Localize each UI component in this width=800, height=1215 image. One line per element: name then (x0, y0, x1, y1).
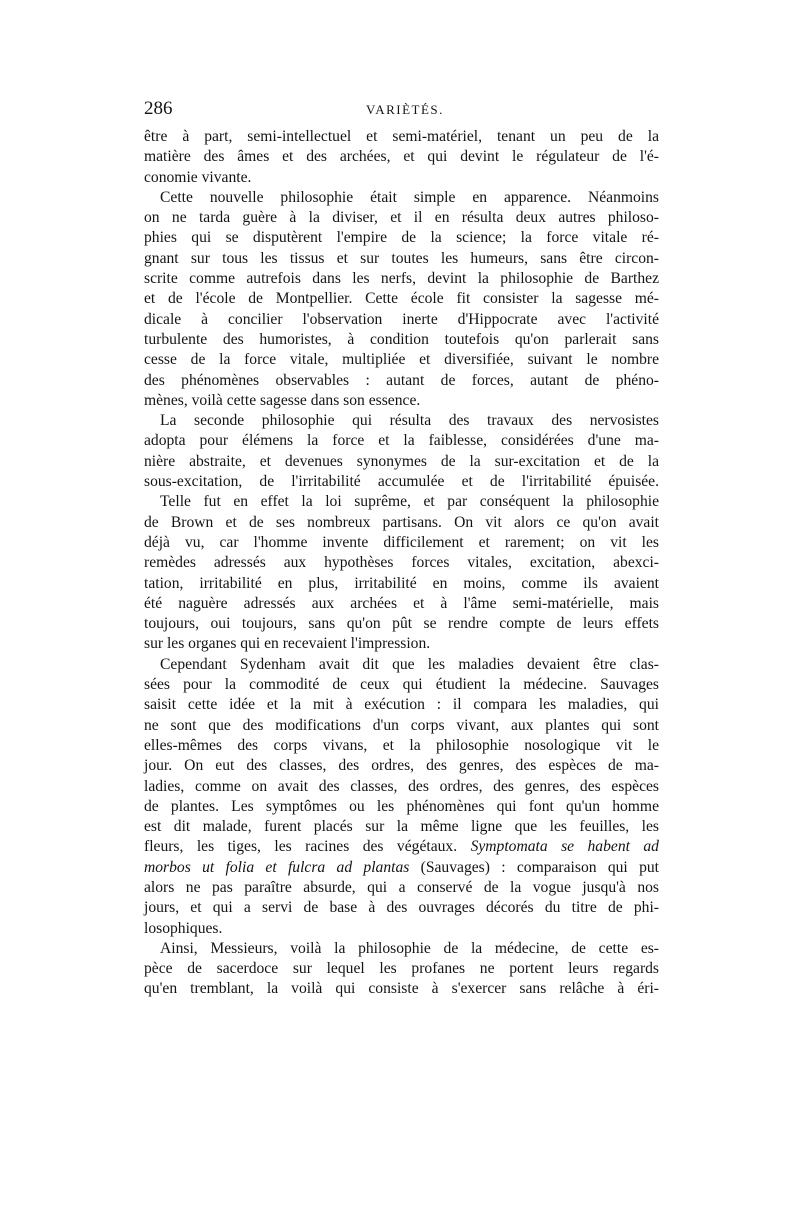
text-line: adopta pour élémens la force et la faiblesse, considérées d'une ma- (144, 432, 659, 450)
text-line-with-quote (144, 858, 659, 878)
text-line: ne sont que des modifications d'un corps vivant, aux plantes qui sont (144, 716, 659, 734)
text-line: jour. On eut des classes, des ordres, des genres, des espèces de ma- (144, 757, 659, 775)
text-line-start: fleurs, les tiges, les racines des végétaux. (144, 838, 458, 856)
text-line: être à part, semi-intellectuel et semi-matériel, tenant un peu de la (144, 128, 659, 145)
text-line: losophiques. (144, 919, 223, 937)
text-line: jours, et qui a servi de base à des ouvrages décorés du titre de phi- (144, 899, 659, 917)
text-line: qu'en tremblant, la voilà qui consiste à s'exercer sans relâche à éri- (144, 980, 659, 998)
text-line: Ainsi, Messieurs, voilà la philosophie de la médecine, de cette es- (160, 939, 659, 957)
text-line: saisit cette idée et la mit à exécution : il compara les maladies, qui (144, 696, 659, 714)
text-line-with-quote (144, 837, 659, 857)
text-line: conomie vivante. (144, 168, 252, 186)
text-line: pèce de sacerdoce sur lequel les profanes ne portent leurs regards (144, 960, 659, 978)
text-line: remèdes adressés aux hypothèses forces vitales, excitation, abexci- (144, 554, 659, 572)
text-line-end: (Sauvages) : comparaison qui put (409, 858, 659, 876)
text-line: alors ne pas paraître absurde, qui a conservé de la vogue jusqu'à nos (144, 878, 659, 896)
text-line: sur les organes qui en recevaient l'impression. (144, 635, 431, 653)
text-line: cesse de la force vitale, multipliée et diversifiée, suivant le nombre (144, 351, 659, 369)
text-line: on ne tarda guère à la diviser, et il en résulta deux autres philoso- (144, 209, 659, 227)
text-line: tation, irritabilité en plus, irritabilité en moins, comme ils avaient (144, 574, 659, 592)
text-line: Cette nouvelle philosophie était simple en apparence. Néanmoins (160, 188, 659, 206)
text-line: été naguère adressés aux archées et à l'âme semi-matérielle, mais (144, 594, 659, 612)
text-line: sous-excitation, de l'irritabilité accumulée et de l'irritabilité épuisée. (144, 473, 659, 491)
text-line: dicale à concilier l'observation inerte d'Hippocrate avec l'activité (144, 310, 659, 328)
text-line: mènes, voilà cette sagesse dans son essence. (144, 391, 421, 409)
text-line: de plantes. Les symptômes ou les phénomènes qui font qu'un homme (144, 797, 659, 815)
text-line: Cependant Sydenham avait dit que les maladies devaient être clas- (160, 655, 659, 673)
text-line: phies qui se disputèrent l'empire de la science; la force vitale ré- (144, 229, 659, 247)
text-line: déjà vu, car l'homme invente difficilement et rarement; on vit les (144, 533, 659, 551)
text-line: ladies, comme on avait des classes, des ordres, des genres, des espèces (144, 777, 659, 795)
latin-quote-start: Symptomata se habent ad (470, 838, 659, 856)
text-line: Telle fut en effet la loi suprême, et par conséquent la philosophie (160, 493, 659, 511)
text-line: de Brown et de ses nombreux partisans. On vit alors ce qu'on avait (144, 513, 659, 531)
page-header (144, 98, 659, 124)
text-line: scrite comme autrefois dans les nerfs, devint la philosophie de Barthez (144, 270, 659, 288)
text-line: gnant sur tous les tissus et sur toutes les humeurs, sans être circon- (144, 249, 659, 267)
text-line: sées pour la commodité de ceux qui étudient la médecine. Sauvages (144, 676, 659, 694)
text-line: des phénomènes observables : autant de forces, autant de phéno- (144, 371, 659, 389)
page-number: 286 (144, 98, 173, 119)
text-line: elles-mêmes des corps vivans, et la philosophie nosologique vit le (144, 736, 659, 754)
text-line: matière des âmes et des archées, et qui devint le régulateur de l'é- (144, 148, 659, 166)
text-line: toujours, oui toujours, sans qu'on pût se rendre compte de leurs effets (144, 615, 659, 633)
text-line: turbulente des humoristes, à condition toutefois qu'on parlerait sans (144, 330, 659, 348)
text-line: nière abstraite, et devenues synonymes de la sur-excitation et de la (144, 452, 659, 470)
body-text (144, 127, 659, 1000)
text-line: et de l'école de Montpellier. Cette école fit consister la sagesse mé- (144, 290, 659, 308)
text-line: La seconde philosophie qui résulta des travaux des nervosistes (160, 412, 659, 430)
running-title: VARIÈTÉS. (366, 102, 444, 117)
latin-quote-end: morbos ut folia et fulcra ad plantas (144, 858, 410, 876)
text-line: est dit malade, furent placés sur la même ligne que les feuilles, les (144, 818, 659, 836)
